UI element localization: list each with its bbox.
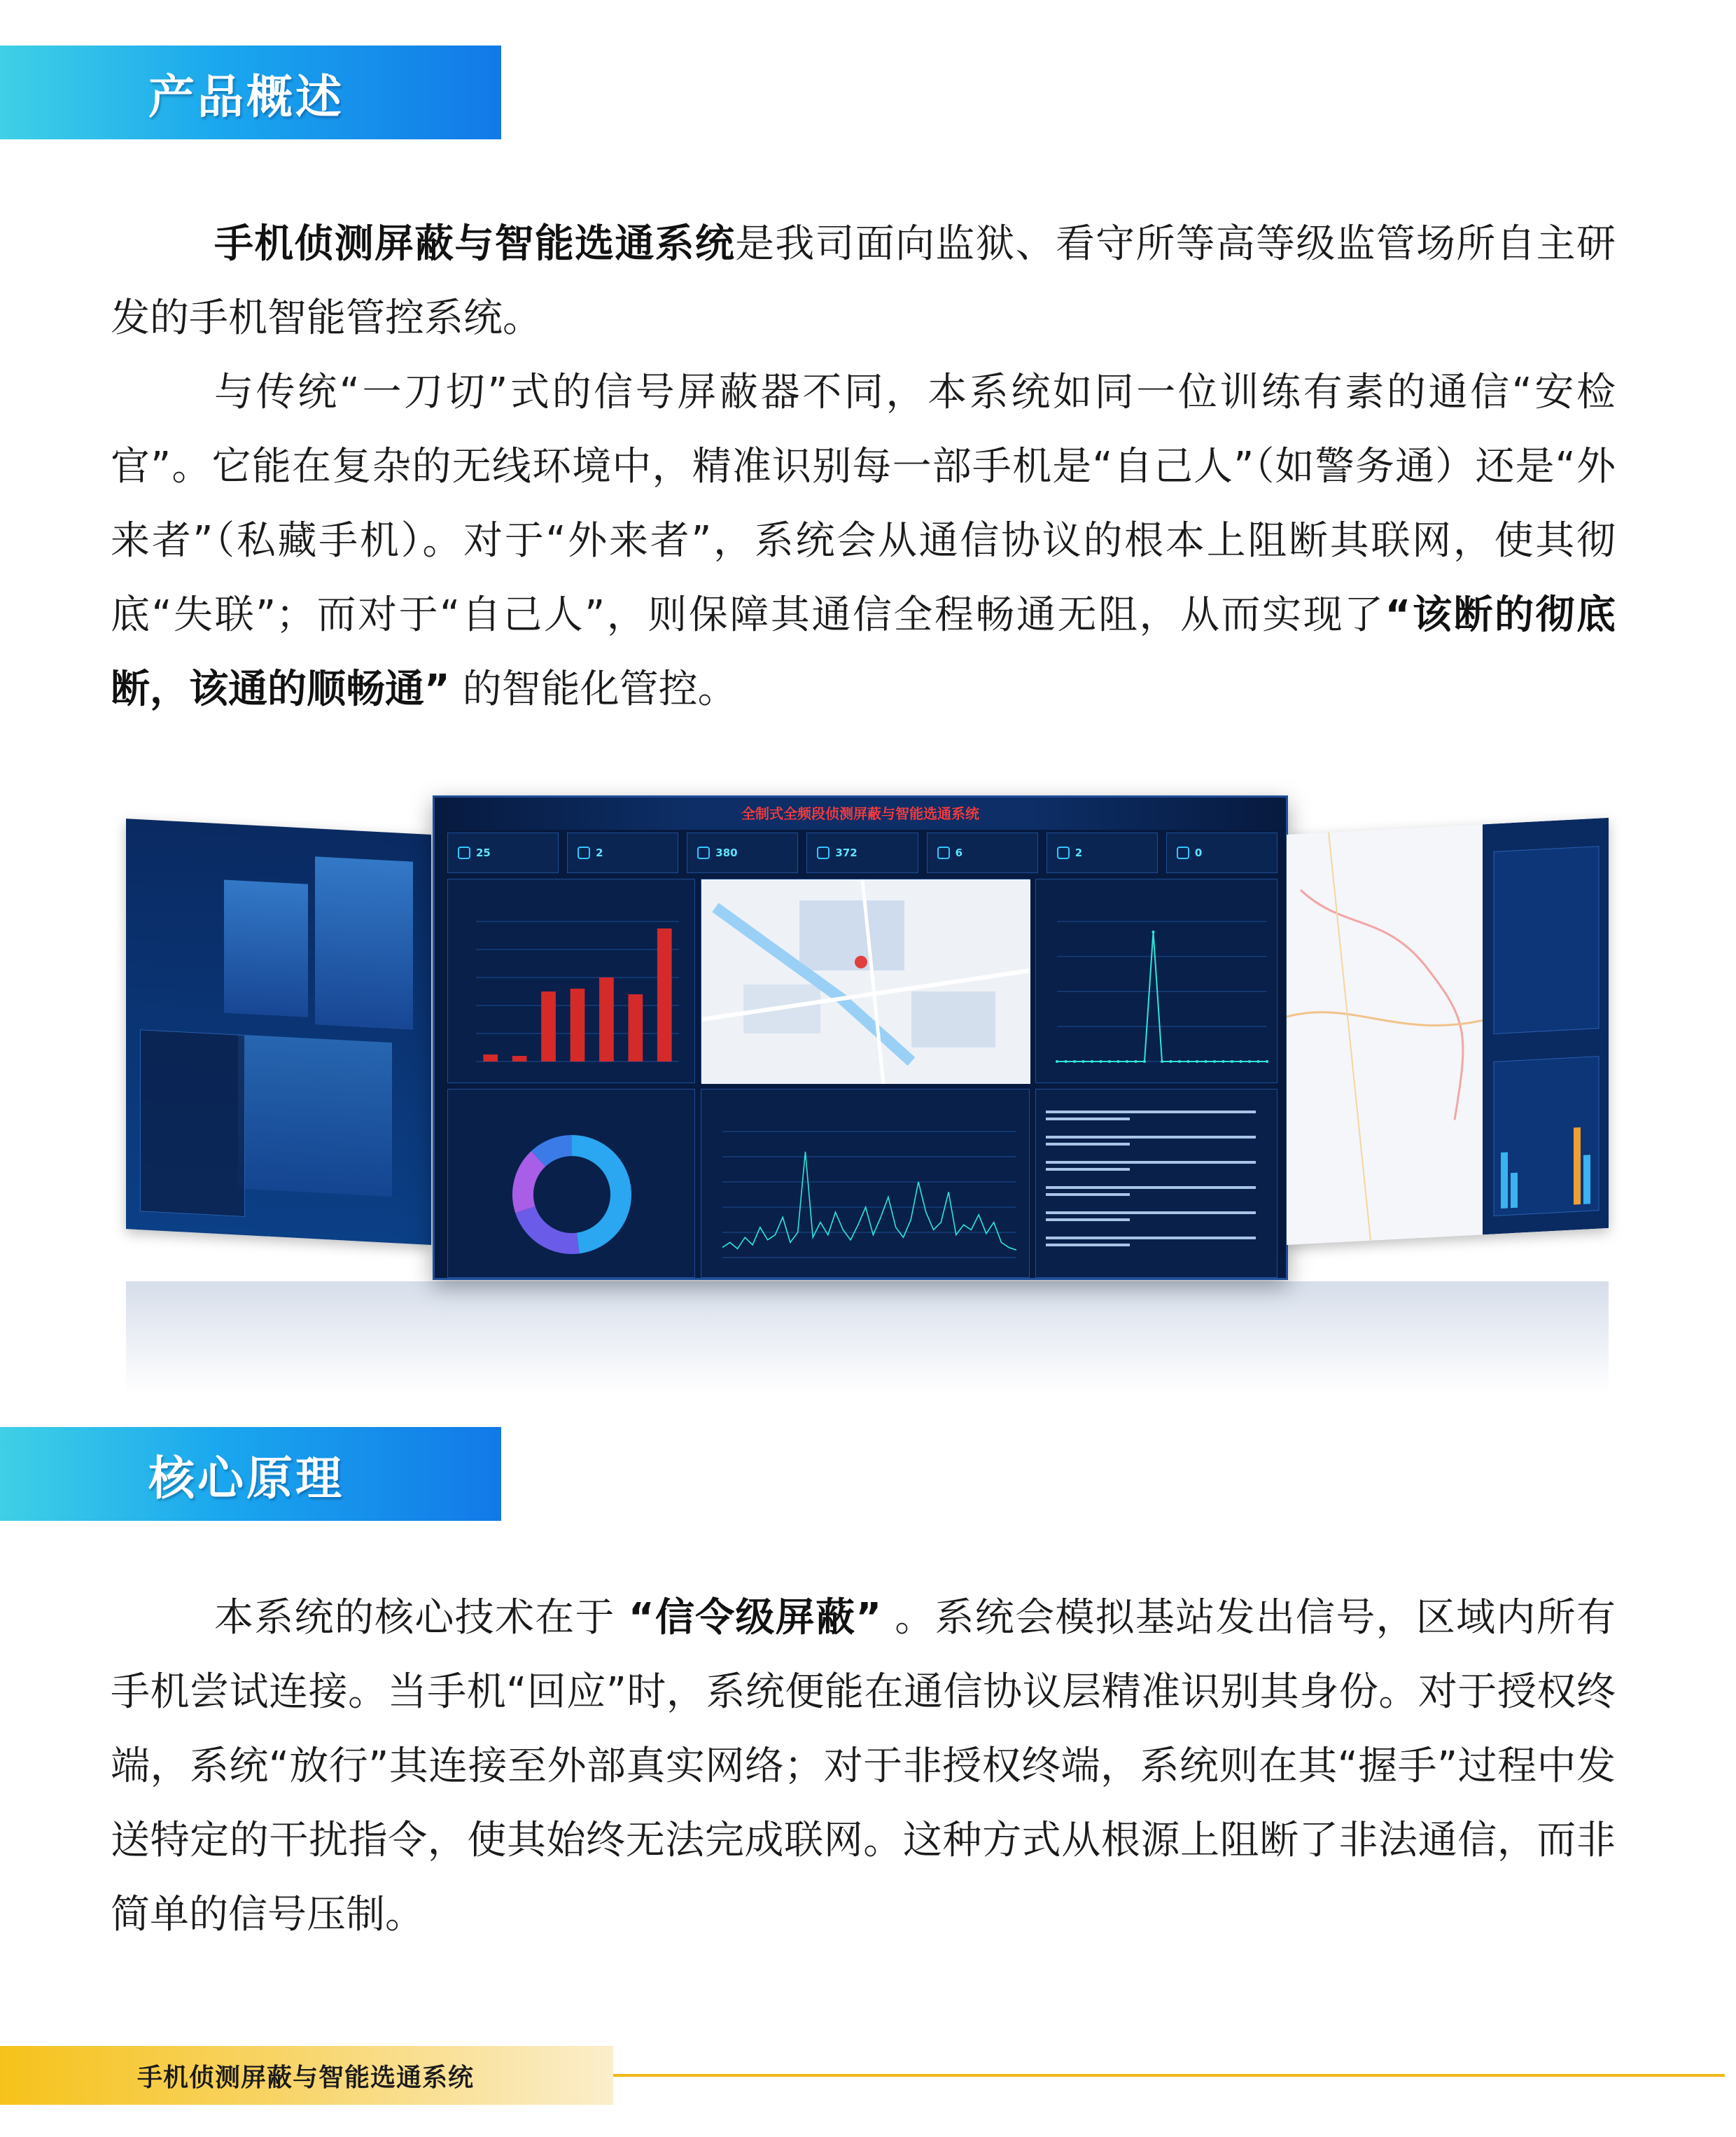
ts-series bbox=[722, 1152, 1016, 1250]
line-point bbox=[1082, 1060, 1085, 1063]
stat-icon bbox=[1057, 847, 1070, 859]
stat-icon bbox=[458, 847, 470, 859]
section-header-principle bbox=[0, 1427, 501, 1521]
stat-box bbox=[567, 833, 678, 873]
city-building bbox=[224, 879, 308, 1017]
right-panel-graphic bbox=[1287, 818, 1609, 1245]
line-point bbox=[1187, 1060, 1190, 1063]
line-point bbox=[1213, 1060, 1216, 1063]
line-point bbox=[1126, 1060, 1128, 1063]
left-list-panel bbox=[140, 1029, 245, 1217]
stat-box bbox=[927, 833, 1038, 873]
stat-row bbox=[447, 833, 1278, 873]
line-point bbox=[1143, 1060, 1146, 1063]
principle-paragraph bbox=[111, 1581, 1616, 1952]
line-point bbox=[1248, 1060, 1251, 1063]
bar bbox=[512, 1056, 527, 1061]
line-point bbox=[1222, 1060, 1225, 1063]
line-point bbox=[1240, 1060, 1242, 1063]
stat-value: 372 bbox=[835, 847, 858, 859]
donut-slice bbox=[525, 1210, 578, 1244]
stat-value: 380 bbox=[715, 847, 738, 859]
principle-emphasis: “信令级屏蔽” bbox=[628, 1595, 882, 1641]
map-pin-icon bbox=[855, 956, 867, 968]
map-graphic bbox=[701, 879, 1030, 1084]
overview-paragraph-2 bbox=[111, 356, 1616, 727]
stat-box bbox=[1046, 833, 1158, 873]
dashboard-illustration bbox=[0, 777, 1736, 1407]
line-point bbox=[1091, 1060, 1093, 1063]
line-point bbox=[1108, 1060, 1111, 1063]
message-log bbox=[1036, 1090, 1278, 1279]
stat-value: 25 bbox=[476, 847, 491, 859]
message-log-card bbox=[1035, 1089, 1278, 1278]
screen-reflection bbox=[126, 1281, 1609, 1393]
line-point bbox=[1161, 1060, 1163, 1063]
line-series bbox=[1057, 932, 1267, 1061]
footer-label: 手机侦测屏蔽与智能选通系统 bbox=[137, 2063, 475, 2092]
overview-p2-text: 与传统“一刀切”式的信号屏蔽器不同，本系统如同一位训练有素的通信“安检官”。它能在复杂的无线环境中，精准识别每一部手机是“自己人”（如警务通）还是“外来者”（私藏手机）。对于“外来者”，系统会从通信协议的根本上阻断其联网，使其彻底“失联”；而对于“自己人”，则保障其通信全程畅通无阻，从而实现了 bbox=[111, 370, 1616, 638]
line-point bbox=[1205, 1060, 1208, 1063]
principle-text-start: 本系统的核心技术在于 bbox=[214, 1595, 629, 1641]
stat-value: 2 bbox=[1074, 847, 1083, 859]
principle-text bbox=[111, 1581, 1616, 1952]
overview-paragraph-1 bbox=[111, 207, 1616, 356]
overview-p2-emphasis: “该断的彻底断，该通的顺畅通” bbox=[111, 592, 1616, 712]
line-point bbox=[1056, 1060, 1058, 1063]
donut-chart bbox=[448, 1090, 696, 1279]
timeseries-card bbox=[701, 1089, 1030, 1278]
stat-box bbox=[806, 833, 918, 873]
bar bbox=[541, 991, 556, 1061]
donut-slice bbox=[523, 1159, 538, 1210]
bar bbox=[657, 928, 672, 1061]
section-header-overview bbox=[0, 46, 501, 139]
line-point bbox=[1135, 1060, 1138, 1063]
section-title-principle: 核心原理 bbox=[148, 1451, 344, 1505]
right-map-panel bbox=[1287, 818, 1609, 1245]
overview-text bbox=[111, 207, 1616, 727]
line-point bbox=[1073, 1060, 1076, 1063]
line-chart-card bbox=[1035, 879, 1278, 1083]
line-point bbox=[1117, 1060, 1120, 1063]
city-building bbox=[315, 856, 413, 1029]
line-point bbox=[1100, 1060, 1102, 1063]
stat-icon bbox=[817, 847, 830, 859]
stat-value: 0 bbox=[1194, 847, 1203, 859]
line-point bbox=[1196, 1060, 1198, 1063]
stat-box bbox=[1166, 833, 1278, 873]
bar bbox=[483, 1054, 498, 1061]
product-name: 手机侦测屏蔽与智能选通系统 bbox=[214, 221, 736, 267]
stat-value: 6 bbox=[955, 847, 962, 859]
overview-p1-text: 是我司面向监狱、看守所等高等级监管场所自主研发的手机智能管控系统。 bbox=[111, 221, 1616, 341]
stat-icon bbox=[1177, 847, 1189, 859]
line-point bbox=[1170, 1060, 1172, 1063]
donut-slice bbox=[538, 1146, 572, 1159]
line-point bbox=[1266, 1060, 1268, 1063]
footer-line bbox=[613, 2074, 1725, 2077]
main-dashboard-screen bbox=[433, 795, 1288, 1280]
bar bbox=[629, 994, 643, 1061]
line-point bbox=[1257, 1060, 1260, 1063]
section-title-overview: 产品概述 bbox=[148, 69, 344, 124]
map-card bbox=[701, 879, 1030, 1083]
left-3d-city-panel bbox=[126, 819, 431, 1245]
line-point bbox=[1152, 931, 1155, 933]
timeseries-chart bbox=[701, 1090, 1030, 1279]
stat-value: 2 bbox=[596, 847, 603, 859]
bar bbox=[570, 989, 585, 1061]
dashboard-title: 全制式全频段侦测屏蔽与智能选通系统 bbox=[435, 798, 1286, 830]
line-chart bbox=[1036, 879, 1278, 1084]
donut-chart-card bbox=[447, 1089, 695, 1278]
stat-box bbox=[687, 833, 798, 873]
city-building bbox=[238, 1035, 392, 1197]
stat-icon bbox=[697, 847, 710, 859]
bar bbox=[599, 977, 614, 1061]
bar-chart-card bbox=[447, 879, 695, 1083]
line-point bbox=[1178, 1060, 1181, 1063]
stat-icon bbox=[937, 847, 950, 859]
bar-chart bbox=[448, 879, 696, 1084]
footer-band bbox=[0, 2046, 613, 2105]
stat-icon bbox=[578, 847, 590, 859]
donut-slice bbox=[572, 1146, 621, 1243]
principle-text-rest: 。系统会模拟基站发出信号，区域内所有手机尝试连接。当手机“回应”时，系统便能在通信协议层精准识别其身份。对于授权终端，系统“放行”其连接至外部真实网络；对于非授权终端，系统则在其“握手”过程中发送特定的干扰指令，使其始终无法完成联网。这种方式从根源上阻断了非法通信，而非简单的信号压制。 bbox=[111, 1595, 1616, 1937]
stat-box bbox=[447, 833, 559, 873]
overview-p2-end: 的智能化管控。 bbox=[449, 667, 737, 712]
line-point bbox=[1065, 1060, 1068, 1063]
line-point bbox=[1231, 1060, 1233, 1063]
